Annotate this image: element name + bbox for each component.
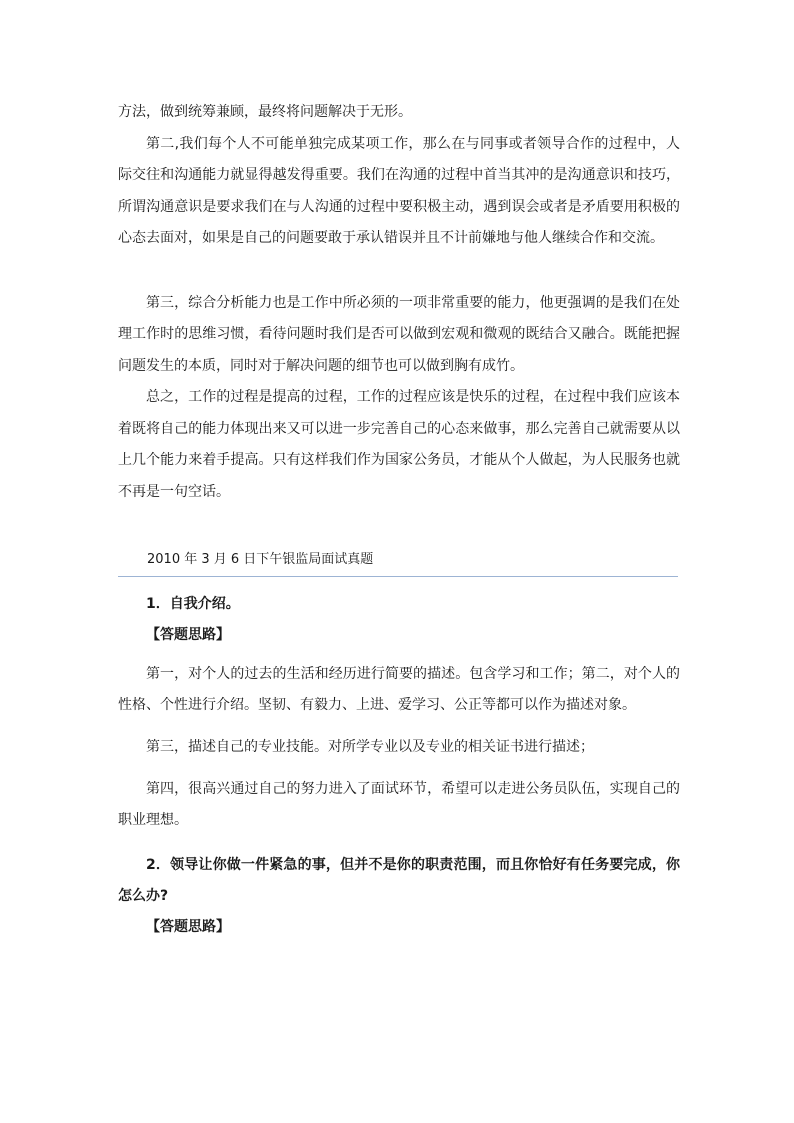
paragraph-second: 第二,我们每个人不可能单独完成某项工作，那么在与同事或者领导合作的过程中，人际交往和沟通能力就显得越发得重要。我们在沟通的过程中首当其冲的是沟通意识和技巧，所谓沟通意识是要求我们在与人沟通的过程中要积极主动，遇到误会或者是矛盾要用积极的心态去面对，如果是自己的问题要敢于承认错误并且不计前嫌地与他人继续合作和交流。 [118, 135, 680, 246]
question-1-answer-3: 第四，很高兴通过自己的努力进入了面试环节，希望可以走进公务员队伍，实现自己的职业理想。 [118, 781, 680, 828]
paragraph-continuation: 方法，做到统筹兼顾，最终将问题解决于无形。 [118, 104, 412, 120]
paragraph-summary: 总之，工作的过程是提高的过程，工作的过程应该是快乐的过程，在过程中我们应该本着既将自己的能力体现出来又可以进一步完善自己的心态来做事，那么完善自己就需要从以上几个能力来着手提高。只有这样我们作为国家公务员，才能从个人做起，为人民服务也就不再是一句空话。 [118, 389, 680, 500]
question-1-answer-2: 第三，描述自己的专业技能。对所学专业以及专业的相关证书进行描述； [146, 739, 594, 755]
question-2-hint: 【答题思路】 [146, 919, 230, 935]
question-1-answer-1: 第一，对个人的过去的生活和经历进行简要的描述。包含学习和工作；第二，对个人的性格、个性进行介绍。坚韧、有毅力、上进、爱学习、公正等都可以作为描述对象。 [118, 666, 680, 713]
question-1-title: 1．自我介绍。 [146, 596, 240, 612]
question-1-block [118, 589, 680, 943]
paragraph-third: 第三，综合分析能力也是工作中所必须的一项非常重要的能力，他更强调的是我们在处理工作时的思维习惯，看待问题时我们是否可以做到宏观和微观的既结合又融合。既能把握问题发生的本质，同时对于解决问题的细节也可以做到胸有成竹。 [118, 294, 680, 374]
heading-divider [118, 576, 678, 577]
question-1-hint: 【答题思路】 [146, 627, 230, 643]
body-text-top [118, 97, 680, 508]
section-heading: 2010 年 3 月 6 日下午银监局面试真题 [147, 552, 374, 567]
question-2-title: 2．领导让你做一件紧急的事，但并不是你的职责范围，而且你恰好有任务要完成，你怎么办? [118, 857, 680, 904]
